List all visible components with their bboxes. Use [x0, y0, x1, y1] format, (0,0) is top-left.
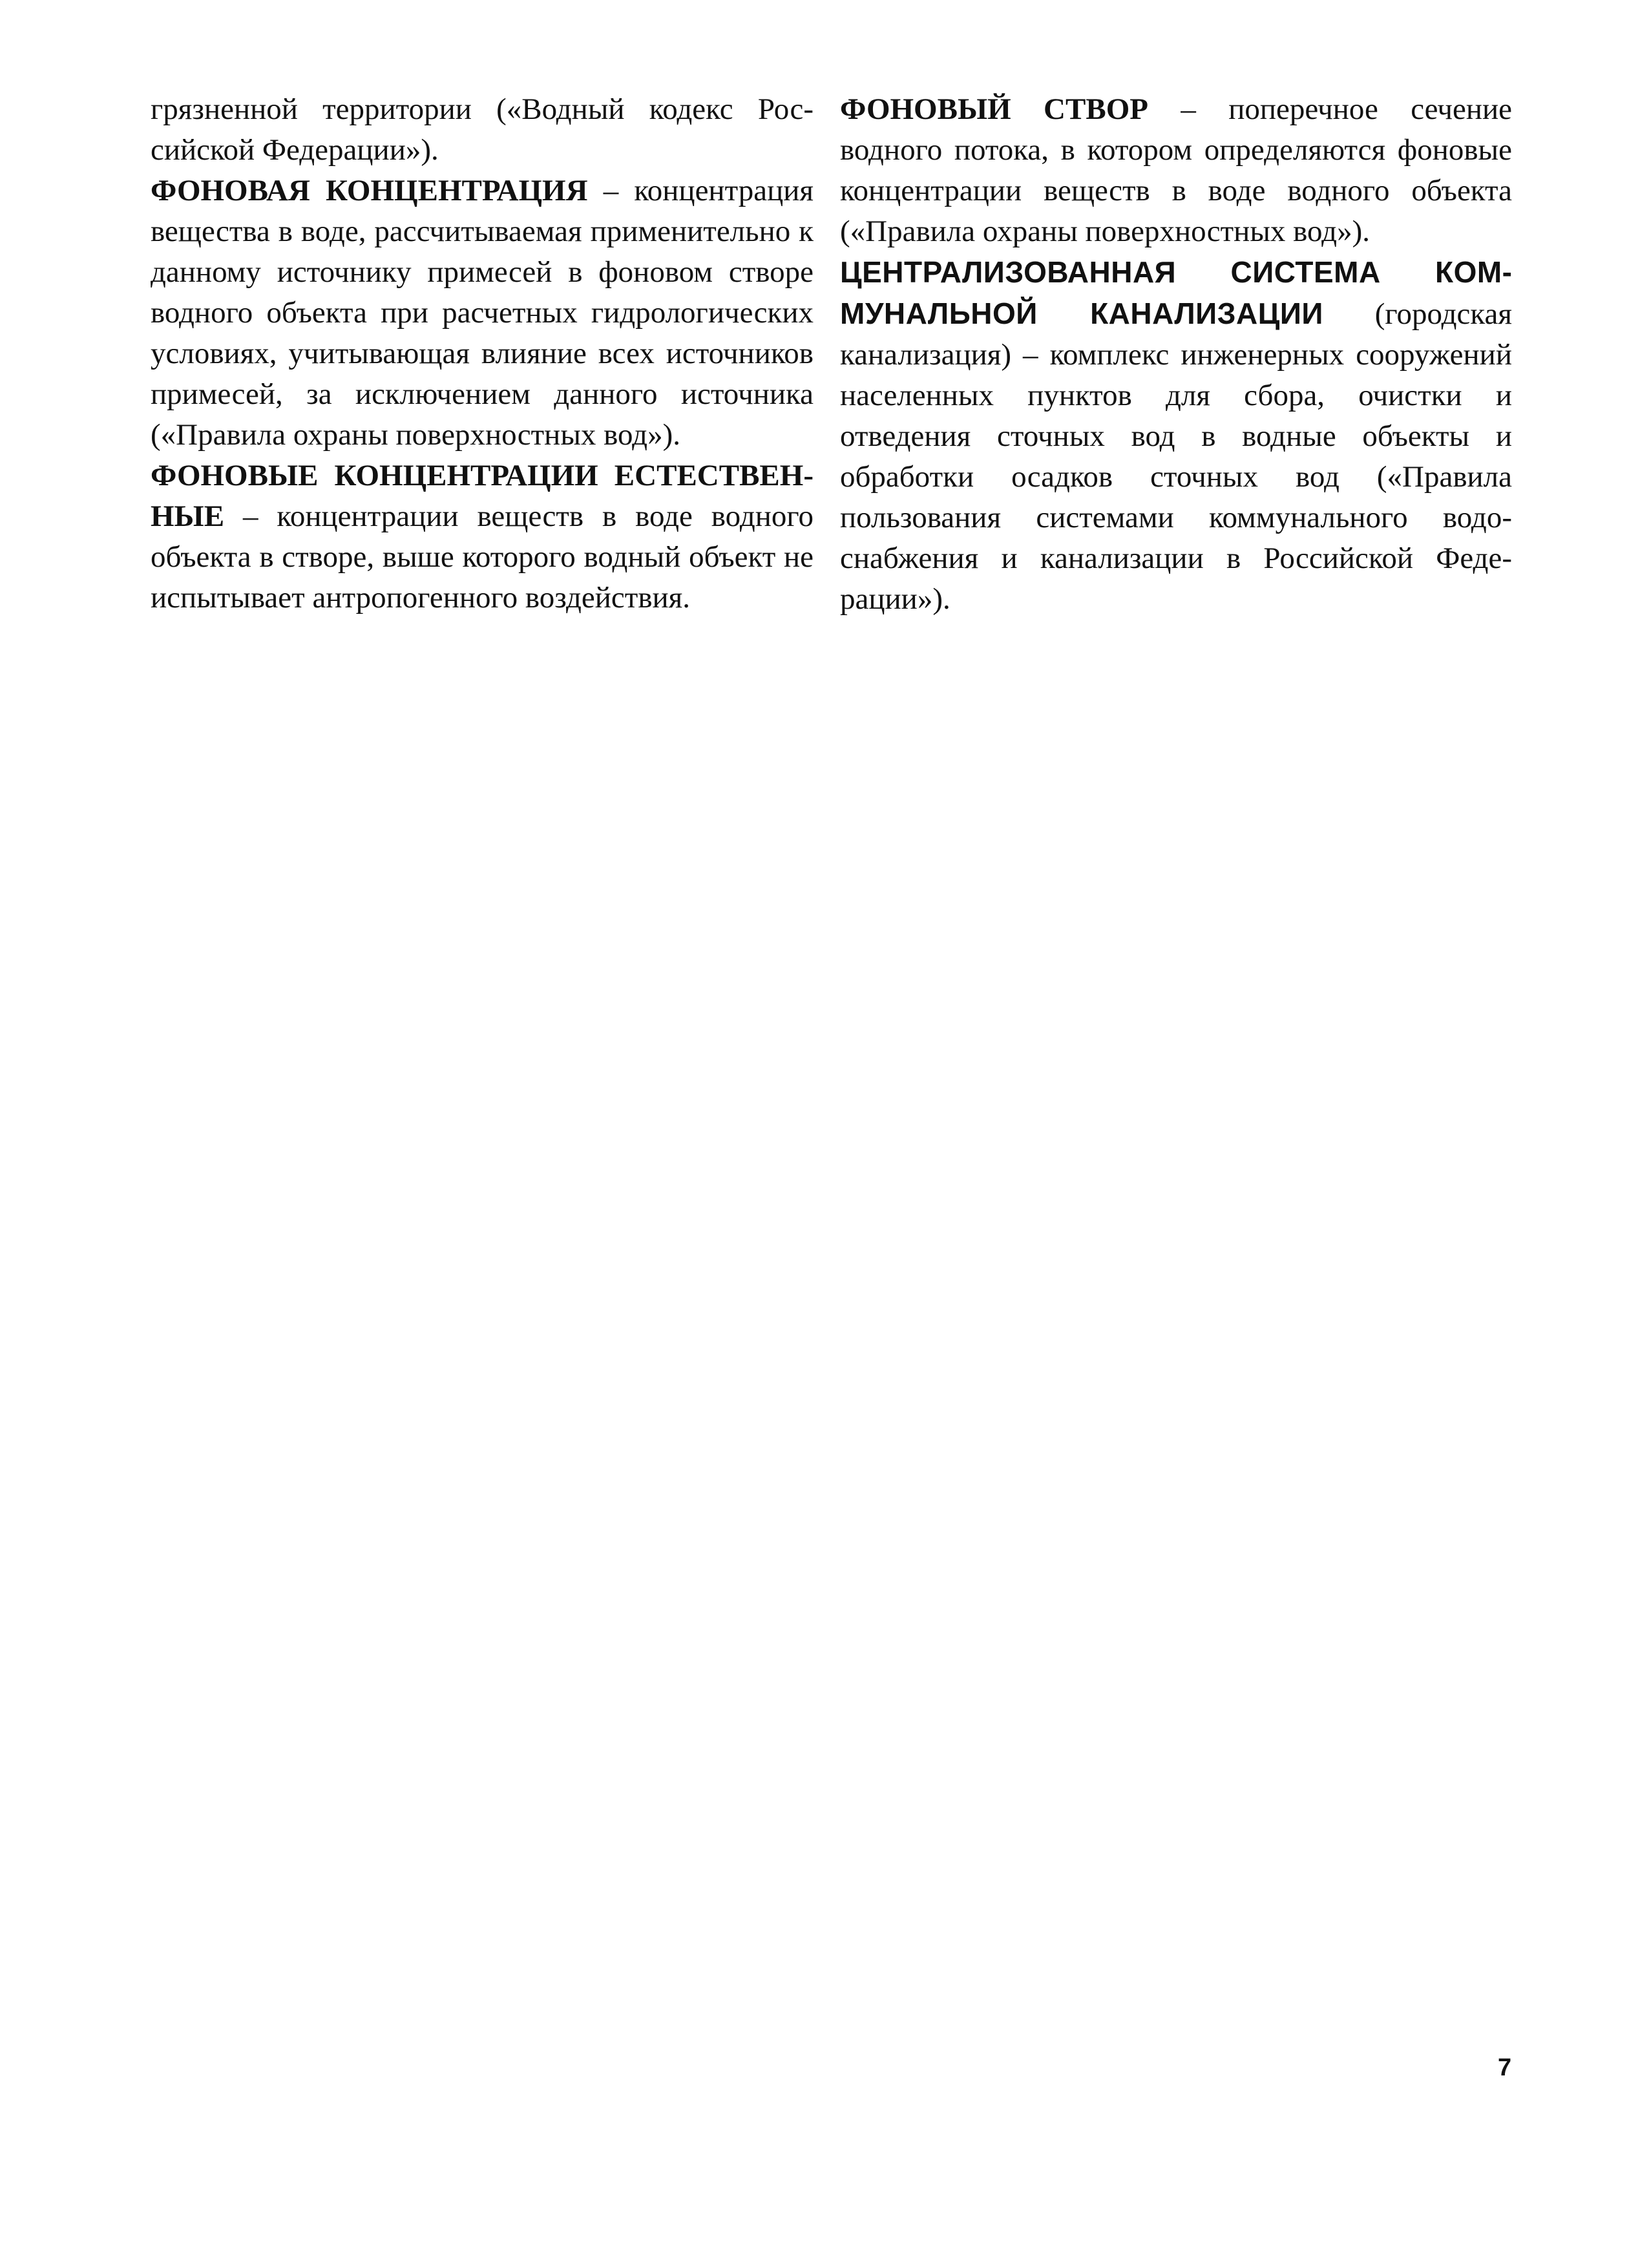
- definition-text: – концентрации веществ в воде водного объекта в створе, выше которого водный объект не испытывает антропогенного воздействия.: [151, 499, 814, 614]
- term-heading: ЦЕНТРАЛИЗОВАННАЯ СИСТЕМА КОММУНАЛЬНОЙ КАНАЛИЗАЦИИ: [840, 255, 1512, 330]
- paragraph-natural-background-concentrations: [151, 456, 814, 618]
- paragraph-background-section: [840, 89, 1512, 252]
- right-column: [840, 89, 1512, 620]
- definition-text: – концентрация вещества в воде, рассчитываемая применительно к данному источнику примесей в фоновом створе водного объекта при расчетных гидрологических условиях, учитывающая влияние всех источников примесей, за исключением данного источника («Правила охраны поверхностных вод»).: [151, 174, 814, 452]
- paragraph-centralized-sewerage: [840, 252, 1512, 620]
- term-heading: ФОНОВЫЙ СТВОР: [840, 92, 1148, 126]
- definition-text: – поперечное сечение водного потока, в котором определяются фоновые концентрации веществ в воде водного объекта («Правила охраны поверхностных вод»).: [840, 92, 1512, 248]
- definition-text: (городская канализация) – комплекс инженерных сооружений населенных пунктов для сбора, очистки и отведения сточных вод в водные объекты и обработки осадков сточных вод («Правила пользования системами коммунального водоснабжения и канализации в Российской Федерации»).: [840, 297, 1513, 616]
- left-column: [151, 89, 814, 618]
- term-heading: ФОНОВЫЕ КОНЦЕНТРАЦИИ ЕСТЕСТВЕННЫЕ: [151, 459, 814, 533]
- term-heading: ФОНОВАЯ КОНЦЕНТРАЦИЯ: [151, 174, 588, 207]
- paragraph-continuation: [151, 89, 814, 171]
- definition-text: грязненной территории («Водный кодекс Российской Федерации»).: [151, 92, 814, 167]
- paragraph-background-concentration: [151, 171, 814, 456]
- page-number: 7: [1498, 2054, 1512, 2081]
